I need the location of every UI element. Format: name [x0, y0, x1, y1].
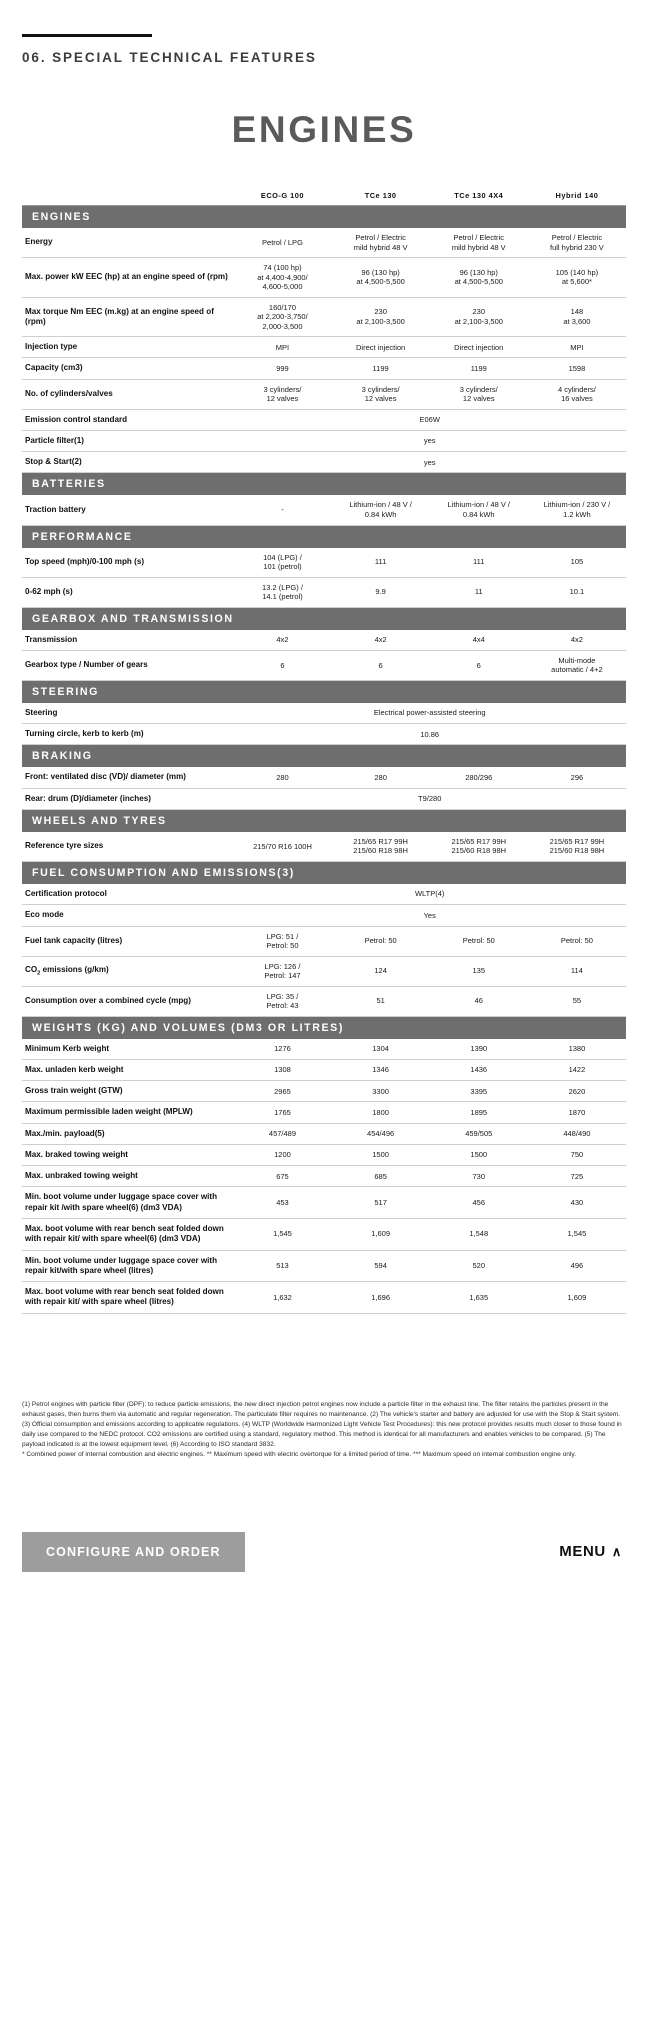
row-value-1: Petrol / Electric mild hybrid 48 V — [332, 228, 430, 258]
row-value-3: Multi-mode automatic / 4+2 — [528, 650, 626, 680]
row-value-3: Lithium-ion / 230 V / 1.2 kWh — [528, 495, 626, 525]
row-value-2: 3 cylinders/ 12 valves — [430, 379, 528, 409]
column-header-2: TCe 130 4X4 — [430, 187, 528, 206]
row-label: Emission control standard — [22, 409, 233, 430]
section-title: WHEELS AND TYRES — [22, 809, 626, 832]
row-label: Fuel tank capacity (litres) — [22, 926, 233, 956]
section-title: GEARBOX AND TRANSMISSION — [22, 607, 626, 630]
row-value-1: 1346 — [332, 1059, 430, 1080]
column-header-row — [22, 187, 626, 206]
row-value-all: 10.86 — [233, 724, 626, 745]
table-row — [22, 495, 626, 525]
row-value-2: 1436 — [430, 1059, 528, 1080]
row-value-3: 215/65 R17 99H 215/60 R18 98H — [528, 832, 626, 862]
row-label: Top speed (mph)/0-100 mph (s) — [22, 548, 233, 578]
row-value-3: 10.1 — [528, 577, 626, 607]
row-value-3: 55 — [528, 986, 626, 1016]
row-value-0: 1308 — [233, 1059, 331, 1080]
row-label: Gross train weight (GTW) — [22, 1081, 233, 1102]
row-label: Max. boot volume with rear bench seat folded down with repair kit/ with spare wheel(6) (dm3 VDA) — [22, 1218, 233, 1250]
row-value-2: 1199 — [430, 358, 528, 379]
row-value-2: 6 — [430, 650, 528, 680]
row-value-2: 1895 — [430, 1102, 528, 1123]
row-label: Max. unbraked towing weight — [22, 1166, 233, 1187]
row-value-0: 453 — [233, 1187, 331, 1219]
row-value-3: 114 — [528, 956, 626, 986]
row-label: Capacity (cm3) — [22, 358, 233, 379]
row-value-3: 1,545 — [528, 1218, 626, 1250]
table-body — [22, 206, 626, 1314]
table-row — [22, 767, 626, 788]
row-value-3: 496 — [528, 1250, 626, 1282]
table-row — [22, 1102, 626, 1123]
section-eyebrow: 06. SPECIAL TECHNICAL FEATURES — [22, 50, 317, 65]
row-label: Transmission — [22, 630, 233, 651]
column-header-0: ECO-G 100 — [233, 187, 331, 206]
row-value-0: 4x2 — [233, 630, 331, 651]
section-header-row — [22, 861, 626, 884]
section-title: PERFORMANCE — [22, 525, 626, 548]
row-value-1: 517 — [332, 1187, 430, 1219]
row-value-2: 1500 — [430, 1144, 528, 1165]
table-row — [22, 1166, 626, 1187]
row-value-3: 725 — [528, 1166, 626, 1187]
table-row — [22, 1144, 626, 1165]
row-value-3: 2620 — [528, 1081, 626, 1102]
section-header-row — [22, 680, 626, 703]
table-row — [22, 956, 626, 986]
table-row — [22, 788, 626, 809]
row-value-0: MPI — [233, 337, 331, 358]
row-label: Turning circle, kerb to kerb (m) — [22, 724, 233, 745]
section-header-row — [22, 1016, 626, 1039]
section-header-row — [22, 809, 626, 832]
row-value-0: 74 (100 hp) at 4,400-4,900/ 4,600-5,000 — [233, 258, 331, 298]
table-row — [22, 1123, 626, 1144]
table-row — [22, 724, 626, 745]
row-value-2: Lithium-ion / 48 V / 0.84 kWh — [430, 495, 528, 525]
table-row — [22, 986, 626, 1016]
table-row — [22, 905, 626, 926]
column-header-1: TCe 130 — [332, 187, 430, 206]
row-label: Max. unladen kerb weight — [22, 1059, 233, 1080]
table-row — [22, 430, 626, 451]
table-row — [22, 650, 626, 680]
table-row — [22, 1039, 626, 1060]
row-label: Reference tyre sizes — [22, 832, 233, 862]
row-value-3: MPI — [528, 337, 626, 358]
row-value-1: 3300 — [332, 1081, 430, 1102]
row-value-2: 96 (130 hp) at 4,500-5,500 — [430, 258, 528, 298]
row-value-3: 448/490 — [528, 1123, 626, 1144]
table-row — [22, 630, 626, 651]
table-row — [22, 703, 626, 724]
spec-page — [0, 34, 648, 1612]
footnote-note: * Combined power of internal combustion and electric engines. ** Maximum speed with electric overtorque for a limited period of time. *** Maximum speed on internal combustion engine only. — [22, 1450, 577, 1458]
row-value-1: 1,696 — [332, 1282, 430, 1314]
row-value-3: 430 — [528, 1187, 626, 1219]
row-value-0: - — [233, 495, 331, 525]
row-value-1: 1199 — [332, 358, 430, 379]
row-label: Injection type — [22, 337, 233, 358]
row-value-0: 513 — [233, 1250, 331, 1282]
row-value-2: 11 — [430, 577, 528, 607]
row-value-0: 457/489 — [233, 1123, 331, 1144]
column-header-3: Hybrid 140 — [528, 187, 626, 206]
section-title: WEIGHTS (KG) AND VOLUMES (DM3 OR LITRES) — [22, 1016, 626, 1039]
row-value-0: 104 (LPG) / 101 (petrol) — [233, 548, 331, 578]
row-label: $CO_2$ emissions (g/km) — [22, 956, 233, 986]
row-label: Rear: drum (D)/diameter (inches) — [22, 788, 233, 809]
row-value-1: 280 — [332, 767, 430, 788]
table-row — [22, 297, 626, 337]
row-label: Eco mode — [22, 905, 233, 926]
row-value-0: 6 — [233, 650, 331, 680]
table-row — [22, 1059, 626, 1080]
row-value-2: Direct injection — [430, 337, 528, 358]
row-value-1: 230 at 2,100-3,500 — [332, 297, 430, 337]
row-label: Max./min. payload(5) — [22, 1123, 233, 1144]
table-row — [22, 884, 626, 905]
section-header-row — [22, 525, 626, 548]
row-value-1: 9.9 — [332, 577, 430, 607]
row-label: Minimum Kerb weight — [22, 1039, 233, 1060]
row-value-1: 4x2 — [332, 630, 430, 651]
row-value-3: 4x2 — [528, 630, 626, 651]
row-value-3: 750 — [528, 1144, 626, 1165]
table-row — [22, 1187, 626, 1219]
table-row — [22, 832, 626, 862]
row-label: Min. boot volume under luggage space cover with repair kit /with spare wheel(6) (dm3 VDA) — [22, 1187, 233, 1219]
row-value-2: 3395 — [430, 1081, 528, 1102]
row-value-all: Yes — [233, 905, 626, 926]
row-value-1: 96 (130 hp) at 4,500-5,500 — [332, 258, 430, 298]
row-value-1: 1500 — [332, 1144, 430, 1165]
row-label: Max. braked towing weight — [22, 1144, 233, 1165]
section-header-row — [22, 473, 626, 496]
row-value-0: 13.2 (LPG) / 14.1 (petrol) — [233, 577, 331, 607]
section-title: ENGINES — [22, 206, 626, 229]
table-row — [22, 548, 626, 578]
row-value-3: 1380 — [528, 1039, 626, 1060]
row-label: Certification protocol — [22, 884, 233, 905]
row-value-1: 51 — [332, 986, 430, 1016]
specifications-table — [22, 187, 626, 1314]
row-label: Max. power kW EEC (hp) at an engine speed of (rpm) — [22, 258, 233, 298]
row-label: Particle filter(1) — [22, 430, 233, 451]
row-value-0: 1276 — [233, 1039, 331, 1060]
row-value-3: 1422 — [528, 1059, 626, 1080]
row-value-2: Petrol: 50 — [430, 926, 528, 956]
row-label: No. of cylinders/valves — [22, 379, 233, 409]
row-label: Steering — [22, 703, 233, 724]
row-value-2: 46 — [430, 986, 528, 1016]
row-label: Min. boot volume under luggage space cover with repair kit/with spare wheel (litres) — [22, 1250, 233, 1282]
configure-and-order-button[interactable]: CONFIGURE AND ORDER — [22, 1532, 245, 1572]
row-value-1: 6 — [332, 650, 430, 680]
row-value-3: 4 cylinders/ 16 valves — [528, 379, 626, 409]
row-value-all: E06W — [233, 409, 626, 430]
row-value-0: 3 cylinders/ 12 valves — [233, 379, 331, 409]
table-row — [22, 1081, 626, 1102]
row-value-1: 215/65 R17 99H 215/60 R18 98H — [332, 832, 430, 862]
footnotes — [22, 1400, 626, 1460]
row-label: Maximum permissible laden weight (MPLW) — [22, 1102, 233, 1123]
section-header-row — [22, 745, 626, 768]
table-row — [22, 452, 626, 473]
row-value-all: WLTP(4) — [233, 884, 626, 905]
row-value-1: 3 cylinders/ 12 valves — [332, 379, 430, 409]
row-value-0: LPG: 126 / Petrol: 147 — [233, 956, 331, 986]
section-title: BATTERIES — [22, 473, 626, 496]
row-value-3: 105 — [528, 548, 626, 578]
table-row — [22, 258, 626, 298]
row-value-2: 459/505 — [430, 1123, 528, 1144]
row-value-1: 594 — [332, 1250, 430, 1282]
row-label: Front: ventilated disc (VD)/ diameter (mm) — [22, 767, 233, 788]
row-value-3: 1,609 — [528, 1282, 626, 1314]
row-label: Consumption over a combined cycle (mpg) — [22, 986, 233, 1016]
row-value-0: Petrol / LPG — [233, 228, 331, 258]
menu-button[interactable] — [559, 1543, 626, 1560]
row-value-0: 280 — [233, 767, 331, 788]
row-value-all: yes — [233, 452, 626, 473]
row-value-2: 111 — [430, 548, 528, 578]
section-title: STEERING — [22, 680, 626, 703]
table-head — [22, 187, 626, 206]
row-value-2: 456 — [430, 1187, 528, 1219]
row-value-2: Petrol / Electric mild hybrid 48 V — [430, 228, 528, 258]
row-value-0: 1,632 — [233, 1282, 331, 1314]
column-header-blank — [22, 187, 233, 206]
row-value-3: 1598 — [528, 358, 626, 379]
row-value-0: LPG: 35 / Petrol: 43 — [233, 986, 331, 1016]
row-value-1: 1800 — [332, 1102, 430, 1123]
table-row — [22, 926, 626, 956]
row-value-all: yes — [233, 430, 626, 451]
row-value-all: Electrical power-assisted steering — [233, 703, 626, 724]
footnote-text: (1) Petrol engines with particle filter (DPF): to reduce particle emissions, the new direct injection petrol engines now include a particle filter in the exhaust line. The filter retains the particles present in the exhaust gases, then burns them via automatic and regular regeneration. The particulate filter requires no maintenance. (2) The vehicle's starter and battery are adjusted for use with the Stop & Start system. (3) Official consumption and emissions according to applicable regulations. (4) WLTP (Worldwide Harmonized Light Vehicle Test Procedures): this new protocol provides results much closer to those found in daily use compared to the NEDC protocol. CO2 emissions are certified using a standard, regulatory method. This method is identical for all manufacturers and enables vehicles to be compared. (5) The payload indicated is at the lowest equipment level. (6) According to ISO standard 3832. — [22, 1400, 622, 1448]
row-value-1: 111 — [332, 548, 430, 578]
row-value-0: 160/170 at 2,200-3,750/ 2,000-3,500 — [233, 297, 331, 337]
row-value-1: 1304 — [332, 1039, 430, 1060]
row-label: Gearbox type / Number of gears — [22, 650, 233, 680]
row-value-3: Petrol / Electric full hybrid 230 V — [528, 228, 626, 258]
row-label: Traction battery — [22, 495, 233, 525]
row-value-0: 675 — [233, 1166, 331, 1187]
section-title: BRAKING — [22, 745, 626, 768]
table-row — [22, 379, 626, 409]
row-value-0: 1,545 — [233, 1218, 331, 1250]
row-value-1: 124 — [332, 956, 430, 986]
row-value-3: 105 (140 hp) at 5,600* — [528, 258, 626, 298]
section-header-row — [22, 607, 626, 630]
row-value-3: 296 — [528, 767, 626, 788]
table-row — [22, 1282, 626, 1314]
header-rule — [22, 34, 152, 37]
row-value-2: 215/65 R17 99H 215/60 R18 98H — [430, 832, 528, 862]
row-value-2: 1,635 — [430, 1282, 528, 1314]
page-title: ENGINES — [231, 109, 417, 150]
row-value-1: 685 — [332, 1166, 430, 1187]
row-value-0: 999 — [233, 358, 331, 379]
row-value-0: 2965 — [233, 1081, 331, 1102]
row-value-1: Direct injection — [332, 337, 430, 358]
table-row — [22, 1250, 626, 1282]
row-label: Energy — [22, 228, 233, 258]
table-row — [22, 228, 626, 258]
row-value-1: 1,609 — [332, 1218, 430, 1250]
row-value-0: 1765 — [233, 1102, 331, 1123]
menu-label: MENU — [559, 1543, 606, 1561]
row-value-3: Petrol: 50 — [528, 926, 626, 956]
section-header-row — [22, 206, 626, 229]
row-value-2: 230 at 2,100-3,500 — [430, 297, 528, 337]
row-value-2: 520 — [430, 1250, 528, 1282]
table-row — [22, 358, 626, 379]
row-value-0: LPG: 51 / Petrol: 50 — [233, 926, 331, 956]
row-value-3: 1870 — [528, 1102, 626, 1123]
row-value-all: T9/280 — [233, 788, 626, 809]
row-value-2: 730 — [430, 1166, 528, 1187]
chevron-up-icon: ∧ — [611, 1544, 622, 1560]
row-value-1: Petrol: 50 — [332, 926, 430, 956]
row-value-0: 215/70 R16 100H — [233, 832, 331, 862]
row-value-2: 4x4 — [430, 630, 528, 651]
table-row — [22, 1218, 626, 1250]
row-label: 0-62 mph (s) — [22, 577, 233, 607]
table-row — [22, 409, 626, 430]
row-value-1: 454/496 — [332, 1123, 430, 1144]
row-value-2: 280/296 — [430, 767, 528, 788]
table-row — [22, 577, 626, 607]
row-label: Max. boot volume with rear bench seat folded down with repair kit/ with spare wheel (litres) — [22, 1282, 233, 1314]
row-value-0: 1200 — [233, 1144, 331, 1165]
row-value-2: 1,548 — [430, 1218, 528, 1250]
row-label: Max torque Nm EEC (m.kg) at an engine speed of (rpm) — [22, 297, 233, 337]
row-value-3: 148 at 3,600 — [528, 297, 626, 337]
row-value-1: Lithium-ion / 48 V / 0.84 kWh — [332, 495, 430, 525]
section-title: FUEL CONSUMPTION AND EMISSIONS(3) — [22, 861, 626, 884]
page-footer — [22, 1532, 626, 1612]
row-value-2: 1390 — [430, 1039, 528, 1060]
row-label: Stop & Start(2) — [22, 452, 233, 473]
table-row — [22, 337, 626, 358]
row-value-2: 135 — [430, 956, 528, 986]
